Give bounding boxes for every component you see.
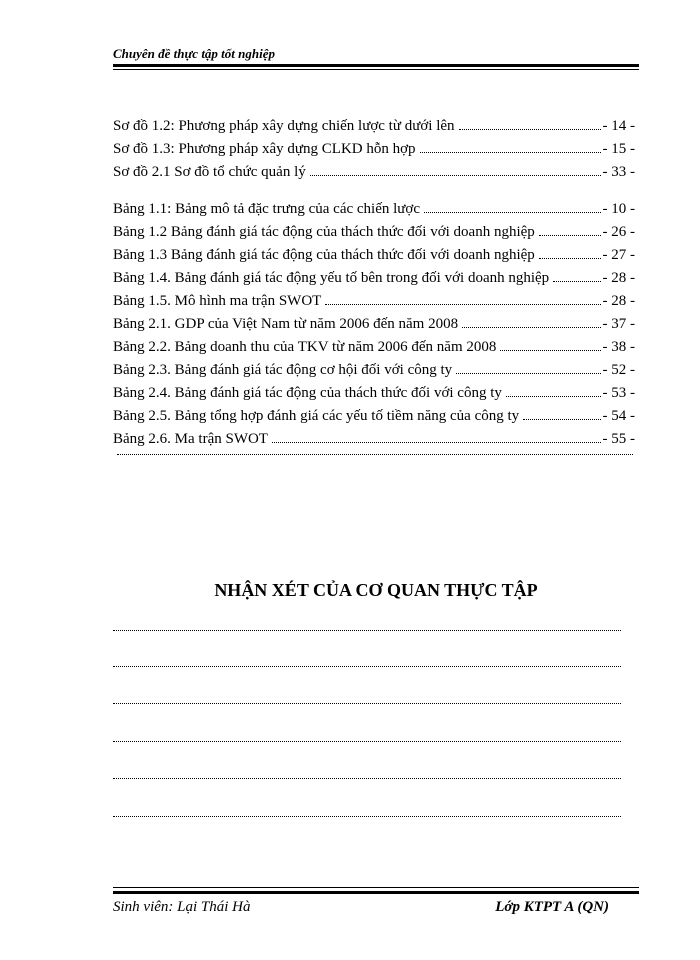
toc-entry-label: Bảng 2.1. GDP của Việt Nam từ năm 2006 đến năm 2008 [113,316,459,332]
footer-rule-thin [113,887,639,888]
student-name: Sinh viên: Lại Thái Hà [113,899,251,915]
footer-rule-thick [113,891,639,894]
toc-entry-page: - 54 - [602,408,635,424]
toc-entry-page: - 26 - [602,224,635,240]
toc-entry-label: Bảng 1.3 Bảng đánh giá tác động của thách thức đối với doanh nghiệp [113,247,535,263]
comment-dotted-line [113,816,621,817]
section-gap [113,187,635,201]
toc-entry [113,164,635,187]
comment-dotted-line [113,703,621,704]
dot-leader [325,304,600,305]
dot-leader [456,373,600,374]
toc-entry-label: Sơ đồ 1.3: Phương pháp xây dựng CLKD hỗn hợp [113,141,416,157]
dot-leader [310,175,601,176]
toc-entry [113,316,635,339]
toc-entry-page: - 15 - [602,141,635,157]
toc-entry-label: Bảng 2.4. Bảng đánh giá tác động của thách thức đối với công ty [113,385,502,401]
toc-entry [113,270,635,293]
dot-leader [420,152,601,153]
toc-entry-page: - 52 - [602,362,635,378]
dot-leader [506,396,601,397]
toc-entry-label: Sơ đồ 1.2: Phương pháp xây dựng chiến lược từ dưới lên [113,118,455,134]
toc-entry [113,293,635,316]
header-title: Chuyên đề thực tập tốt nghiệp [113,46,275,61]
comment-dotted-line [113,778,621,779]
dot-leader [117,454,633,455]
toc-entry [113,408,635,431]
table-of-figures [113,118,635,477]
toc-entry-page: - 55 - [602,431,635,447]
dot-leader [500,350,600,351]
toc-entry [113,224,635,247]
toc-entry [113,385,635,408]
toc-entry [113,339,635,362]
toc-entry-page: - 28 - [602,270,635,286]
page-footer [113,899,639,917]
toc-entry-label: Bảng 1.1: Bảng mô tả đặc trưng của các chiến lược [113,201,421,217]
dot-leader [462,327,600,328]
toc-entry-page: - 14 - [602,118,635,134]
toc-entry-label: Bảng 2.6. Ma trận SWOT [113,431,268,447]
comment-section-title: NHẬN XÉT CỦA CƠ QUAN THỰC TẬP [214,580,538,600]
header-rule-thin [113,69,639,70]
toc-entry [113,118,635,141]
toc-entry-label: Bảng 1.2 Bảng đánh giá tác động của thách thức đối với doanh nghiệp [113,224,535,240]
toc-entry [113,431,635,454]
toc-entry [113,247,635,270]
dot-leader [424,212,600,213]
dot-leader [553,281,600,282]
toc-entry [113,362,635,385]
table-list [113,201,635,477]
toc-entry [113,141,635,164]
diagram-list [113,118,635,187]
dot-leader [459,129,601,130]
toc-entry-page: - 53 - [602,385,635,401]
toc-entry-label: Bảng 1.5. Mô hình ma trận SWOT [113,293,322,309]
dot-leader [539,235,601,236]
toc-entry-label: Bảng 2.5. Bảng tổng hợp đánh giá các yếu tố tiềm năng của công ty [113,408,520,424]
dot-leader [539,258,601,259]
toc-entry-page: - 10 - [602,201,635,217]
toc-entry [113,454,635,477]
comment-dotted-line [113,666,621,667]
dot-leader [523,419,600,420]
toc-entry-page: - 27 - [602,247,635,263]
header-rule-thick [113,64,639,67]
toc-entry-label: Bảng 1.4. Bảng đánh giá tác động yếu tố bên trong đối với doanh nghiệp [113,270,550,286]
toc-entry-page: - 33 - [602,164,635,180]
toc-entry-label: Sơ đồ 2.1 Sơ đồ tổ chức quản lý [113,164,306,180]
toc-entry-page: - 37 - [602,316,635,332]
dot-leader [272,442,601,443]
toc-entry [113,201,635,224]
toc-entry-label: Bảng 2.2. Bảng doanh thu của TKV từ năm 2006 đến năm 2008 [113,339,497,355]
toc-entry-page: - 38 - [602,339,635,355]
toc-entry-page: - 28 - [602,293,635,309]
class-name: Lớp KTPT A (QN) [495,899,609,915]
page-header [113,46,639,62]
toc-entry-label: Bảng 2.3. Bảng đánh giá tác động cơ hội đối với công ty [113,362,453,378]
comment-dotted-line [113,741,621,742]
comment-dotted-line [113,630,621,631]
